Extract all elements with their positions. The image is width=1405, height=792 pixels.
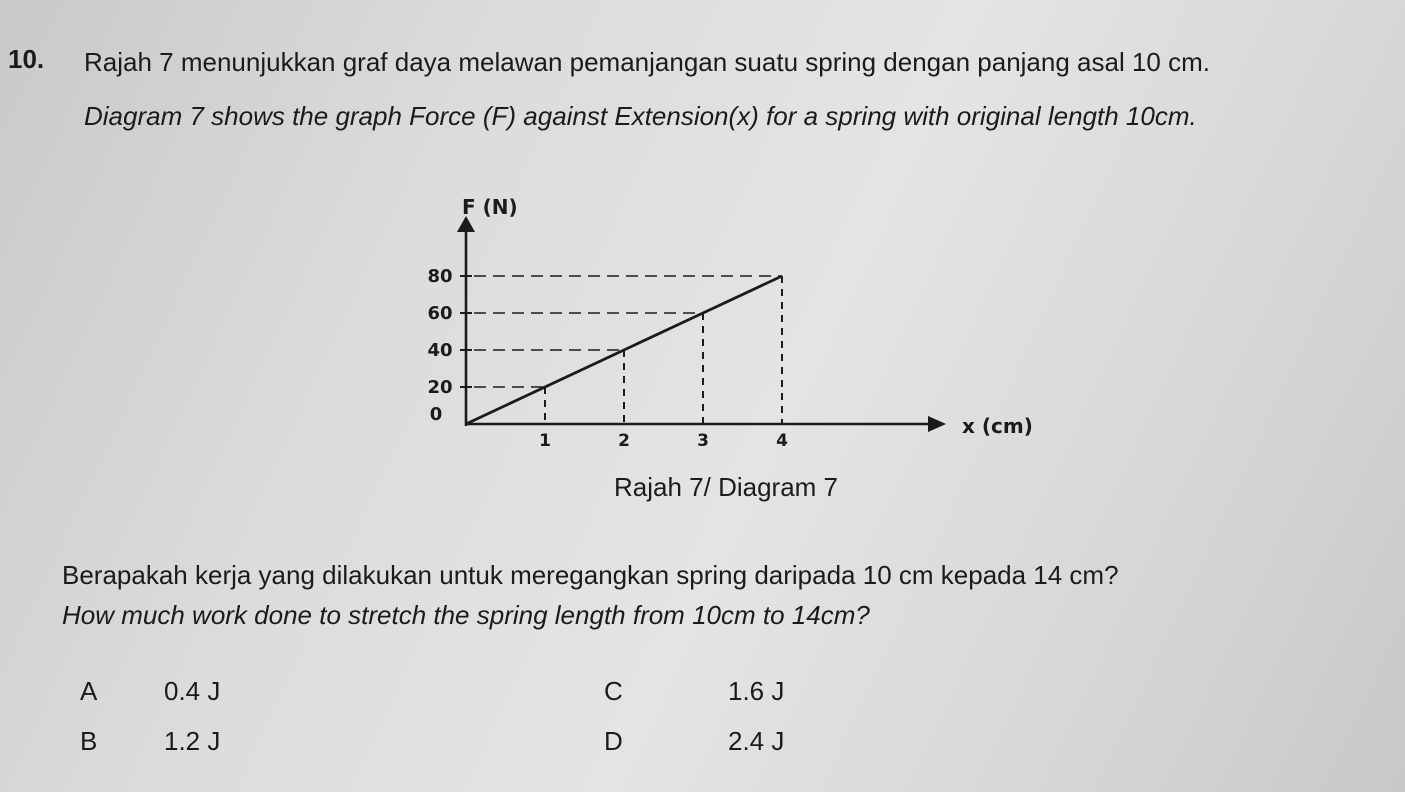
x-tick-label: 1: [539, 431, 551, 451]
diagram-caption: Rajah 7/ Diagram 7: [614, 472, 838, 502]
option-b[interactable]: [80, 726, 280, 758]
y-axis-label: F (N): [462, 195, 518, 219]
option-a-letter: A: [80, 676, 98, 706]
y-tick-label: 60: [427, 303, 453, 324]
option-c[interactable]: [604, 676, 824, 708]
option-a[interactable]: [80, 676, 280, 708]
x-axis-arrow-icon: [928, 416, 946, 432]
x-tick-label: 3: [697, 431, 709, 451]
option-d-letter: D: [604, 726, 623, 756]
origin-label: 0: [429, 404, 443, 425]
y-tick-label: 20: [427, 377, 453, 398]
question-ask-english: How much work done to stretch the spring length from 10cm to 14cm?: [62, 600, 870, 630]
force-extension-graph: [380, 188, 1100, 478]
x-axis-label: x (cm): [962, 414, 1033, 438]
x-tick-label: 4: [776, 431, 788, 451]
option-c-letter: C: [604, 676, 623, 706]
question-stem-malay: Rajah 7 menunjukkan graf daya melawan pemanjangan suatu spring dengan panjang asal 10 cm.: [84, 47, 1210, 77]
option-d[interactable]: [604, 726, 824, 758]
question-ask-malay: Berapakah kerja yang dilakukan untuk meregangkan spring daripada 10 cm kepada 14 cm?: [62, 560, 1119, 590]
option-b-value: 1.2 J: [164, 726, 221, 756]
y-tick-label: 80: [427, 266, 453, 287]
option-c-value: 1.6 J: [728, 676, 785, 706]
option-a-value: 0.4 J: [164, 676, 221, 706]
option-b-letter: B: [80, 726, 98, 756]
x-tick-label: 2: [618, 431, 630, 451]
question-stem-english: Diagram 7 shows the graph Force (F) against Extension(x) for a spring with original length 10cm.: [84, 101, 1197, 131]
question-number: 10.: [8, 44, 45, 74]
option-d-value: 2.4 J: [728, 726, 785, 756]
y-tick-label: 40: [427, 340, 453, 361]
